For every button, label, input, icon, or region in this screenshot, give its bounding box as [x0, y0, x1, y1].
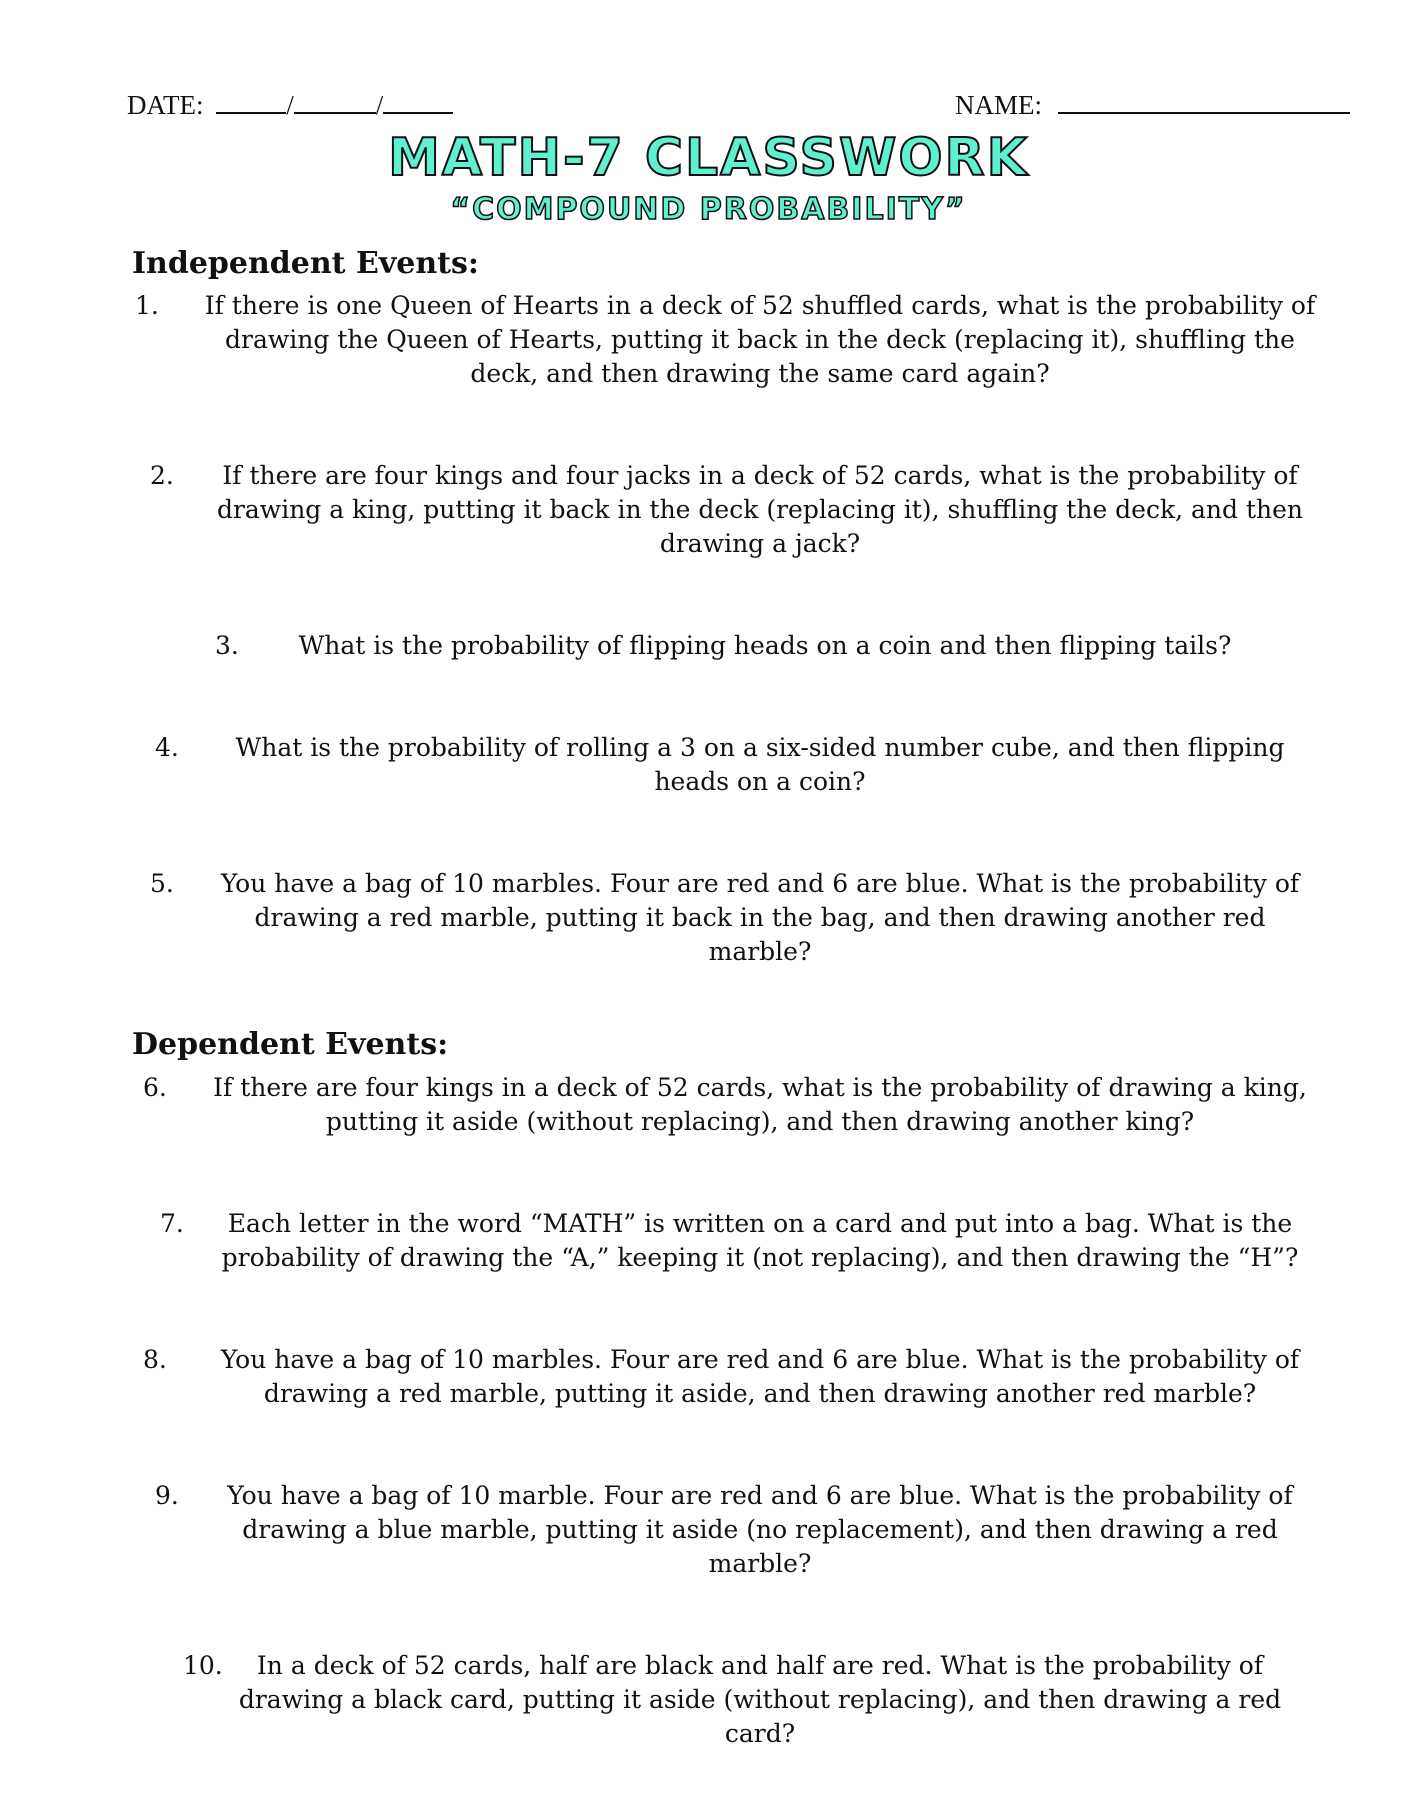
name-blank [1058, 88, 1350, 114]
question-number: 2. [150, 461, 174, 490]
question-item [135, 289, 1325, 391]
question-number: 5. [150, 869, 174, 898]
date-field [127, 88, 453, 121]
title-main: MATH-7 CLASSWORK [388, 128, 1029, 188]
name-label: NAME: [955, 90, 1042, 120]
question-text: Each letter in the word “MATH” is written on a card and put into a bag. What is the probability of drawing the “A,” keeping it (not replacing), and then drawing the “H”? [221, 1209, 1299, 1272]
question-number: 1. [135, 291, 159, 320]
section-heading-dependent: Dependent Events: [132, 1027, 449, 1062]
question-text: What is the probability of flipping heads on a coin and then flipping tails? [298, 631, 1232, 660]
question-text: You have a bag of 10 marbles. Four are red and 6 are blue. What is the probability of drawing a red marble, putting it back in the bag, and then drawing another red marble? [220, 869, 1300, 966]
question-number: 7. [160, 1209, 184, 1238]
question-number: 10. [183, 1651, 223, 1680]
question-item [150, 867, 1310, 969]
title-subtitle: “COMPOUND PROBABILITY” [450, 192, 967, 227]
question-text: If there is one Queen of Hearts in a deck of 52 shuffled cards, what is the probability of drawing the Queen of Hearts, putting it back in the deck (replacing it), shuffling the deck, and then drawing the same card again? [204, 291, 1316, 388]
question-number: 3. [215, 631, 239, 660]
question-text: You have a bag of 10 marbles. Four are red and 6 are blue. What is the probability of drawing a red marble, putting it aside, and then drawing another red marble? [220, 1345, 1300, 1408]
date-label: DATE: [127, 90, 204, 120]
worksheet-title [0, 128, 1417, 228]
question-item [155, 1479, 1305, 1581]
question-number: 8. [143, 1345, 167, 1374]
question-item [150, 459, 1315, 561]
question-item [155, 731, 1305, 799]
question-item [183, 1649, 1295, 1751]
question-item [143, 1071, 1315, 1139]
question-number: 4. [155, 733, 179, 762]
question-text: If there are four kings and four jacks in a deck of 52 cards, what is the probability of drawing a king, putting it back in the deck (replacing it), shuffling the deck, and then drawing a jack? [216, 461, 1304, 558]
name-field [955, 88, 1350, 121]
question-item [215, 629, 1255, 663]
question-number: 6. [143, 1073, 167, 1102]
section-heading-independent: Independent Events: [132, 246, 479, 281]
question-text: What is the probability of rolling a 3 on a six-sided number cube, and then flipping heads on a coin? [235, 733, 1285, 796]
question-text: In a deck of 52 cards, half are black and half are red. What is the probability of drawing a black card, putting it aside (without replacing), and then drawing a red card? [238, 1651, 1282, 1748]
question-item [160, 1207, 1315, 1275]
date-day-blank [294, 88, 376, 114]
date-separator: / [286, 90, 294, 120]
date-separator: / [375, 90, 384, 120]
question-text: You have a bag of 10 marble. Four are red and 6 are blue. What is the probability of drawing a blue marble, putting it aside (no replacement), and then drawing a red marble? [227, 1481, 1293, 1578]
question-text: If there are four kings in a deck of 52 cards, what is the probability of drawing a king, putting it aside (without replacing), and then drawing another king? [213, 1073, 1307, 1136]
question-number: 9. [155, 1481, 179, 1510]
question-item [143, 1343, 1315, 1411]
date-month-blank [216, 88, 286, 114]
date-year-blank [383, 88, 453, 114]
